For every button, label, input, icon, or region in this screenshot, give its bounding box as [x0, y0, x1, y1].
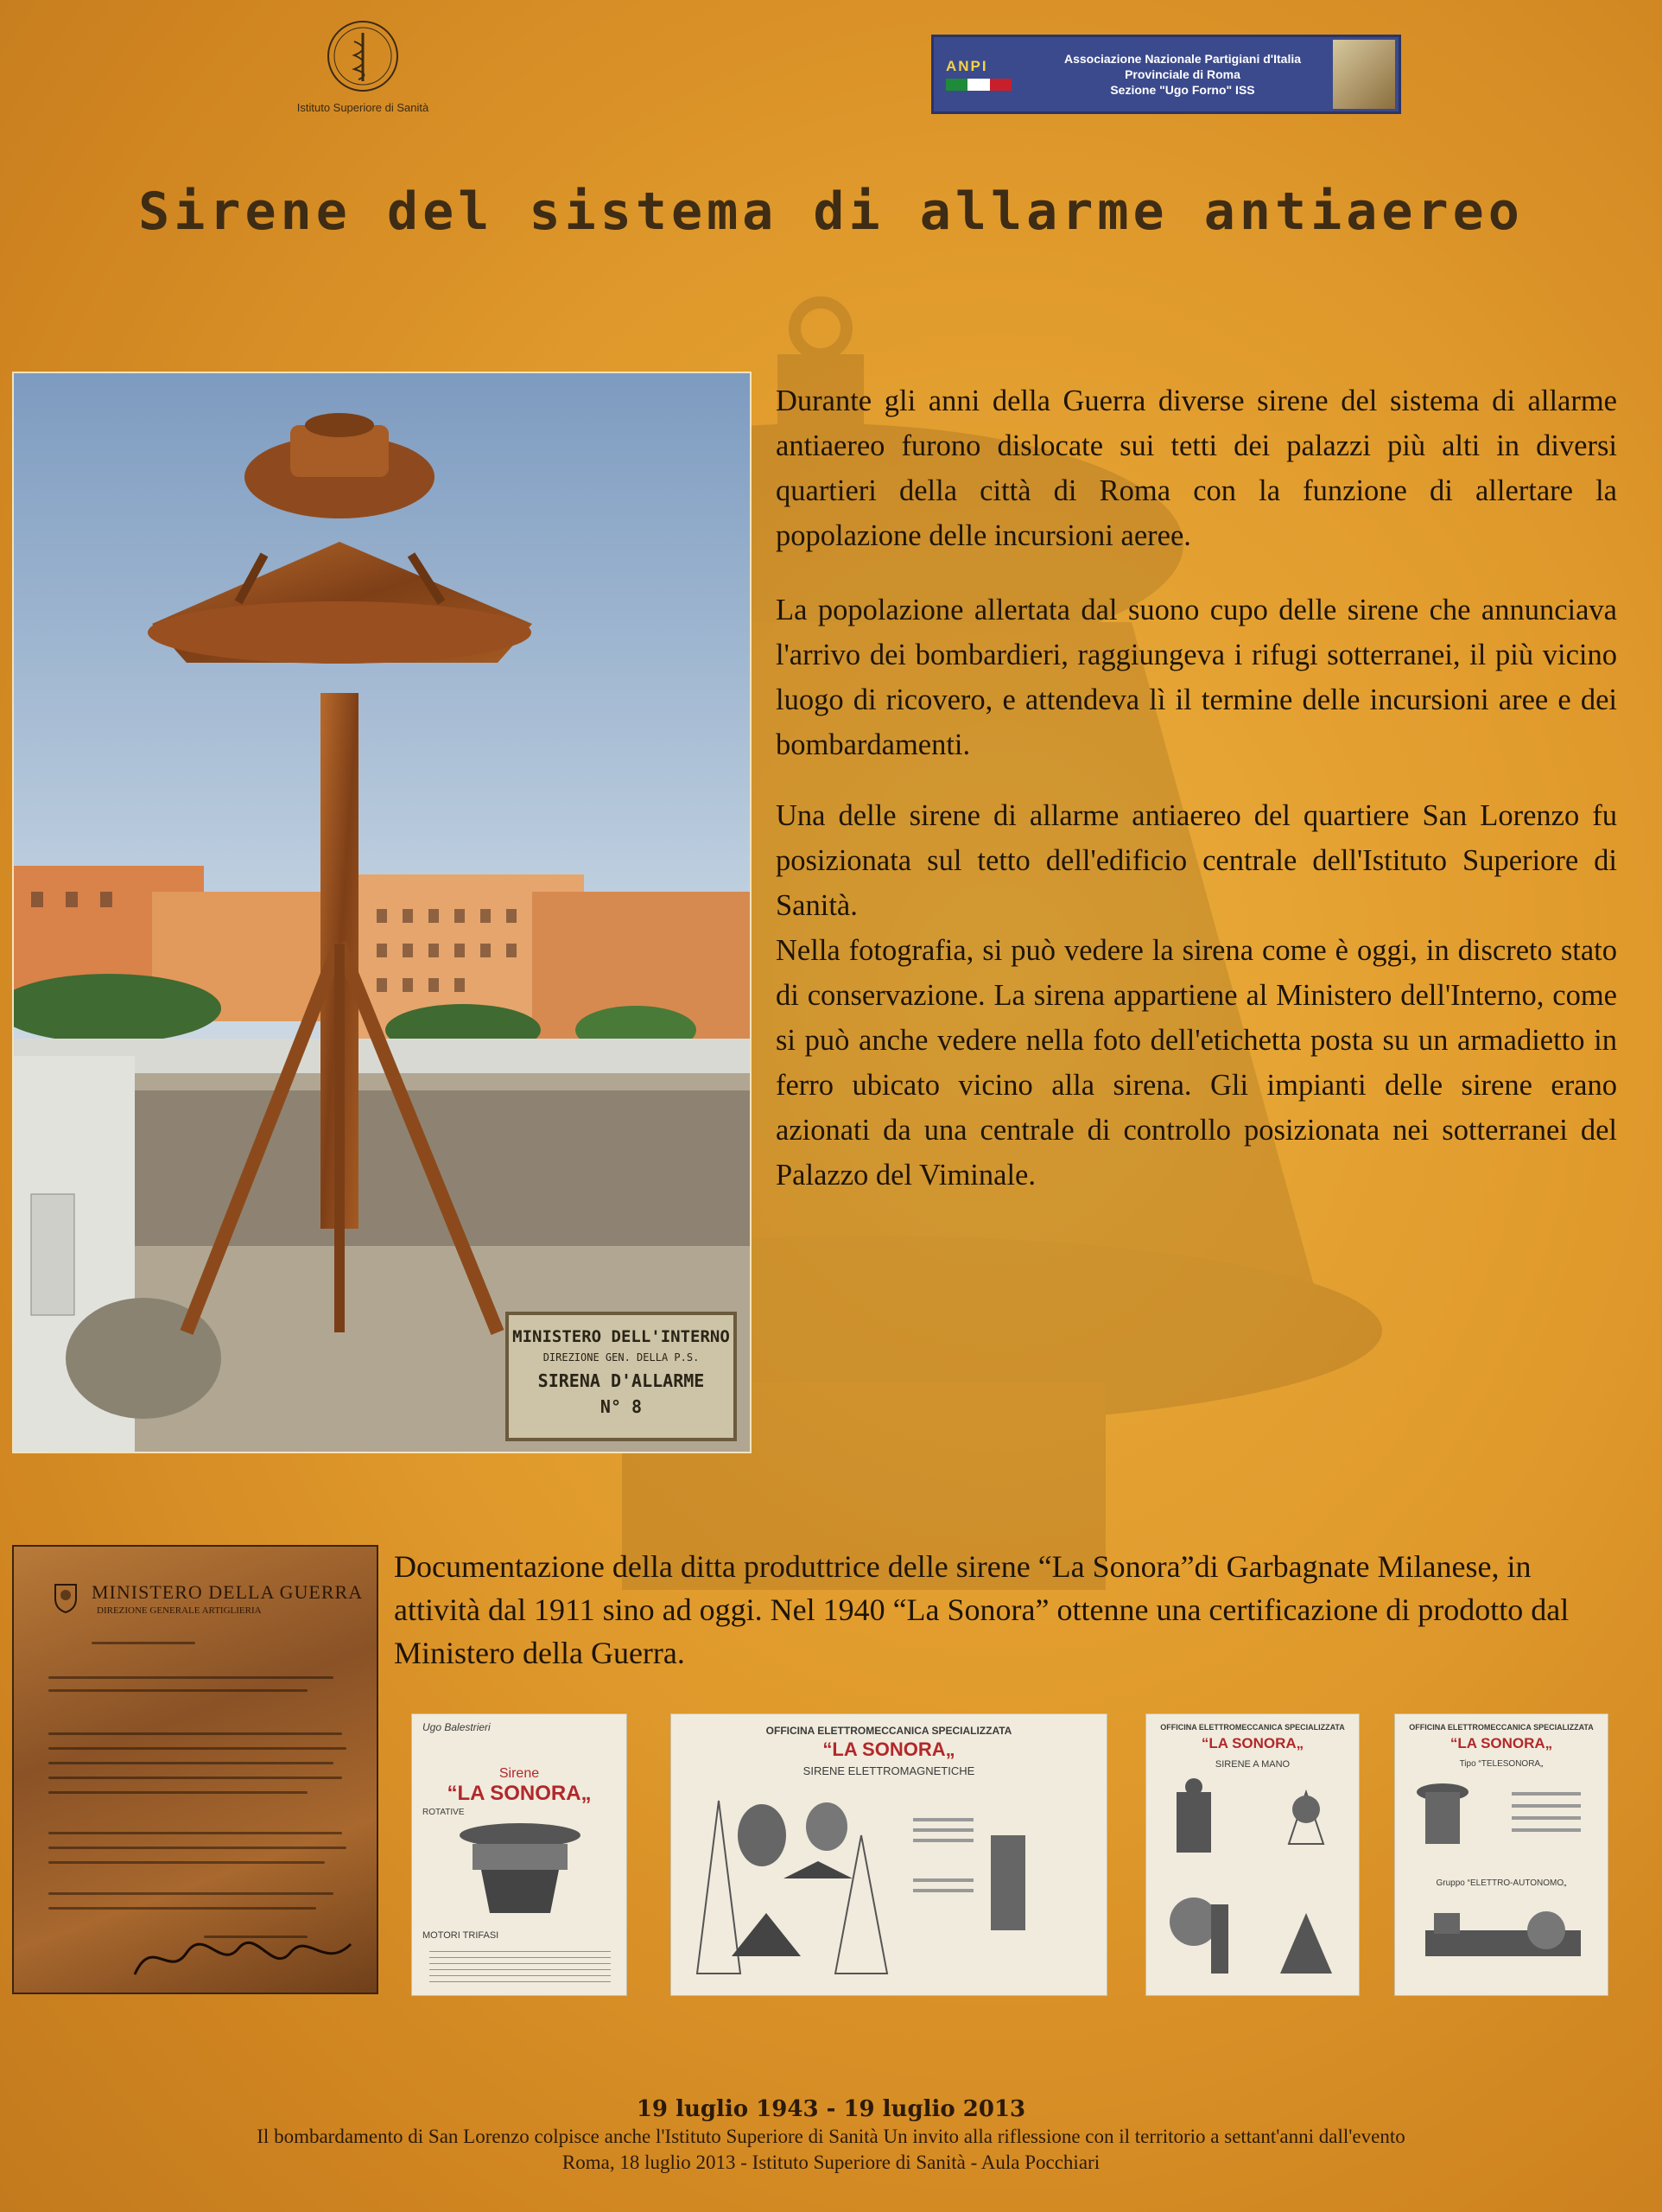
certificate-text-line — [48, 1791, 308, 1794]
certificate-text-line — [48, 1892, 333, 1895]
brochure-1-foot: MOTORI TRIFASI — [422, 1930, 499, 1941]
footer-line3: Roma, 18 luglio 2013 - Istituto Superiore di Sanità - Aula Pocchiari — [561, 2152, 1101, 2173]
certificate-text-line — [48, 1732, 342, 1735]
anpi-line3: Sezione "Ugo Forno" ISS — [1110, 83, 1255, 97]
anpi-line2: Provinciale di Roma — [1125, 67, 1240, 81]
brochure-2-label: SIRENE ELETTROMAGNETICHE — [802, 1764, 975, 1777]
plaque-line3: SIRENA D'ALLARME — [537, 1370, 705, 1391]
brochure-1-sub: ROTATIVE — [422, 1808, 465, 1817]
electro-autonomous-group-icon — [1408, 1896, 1598, 1982]
plaque-line4: N° 8 — [599, 1396, 643, 1417]
certificate-text-line — [92, 1642, 195, 1644]
iss-logo — [259, 17, 466, 125]
description-text — [776, 378, 1617, 1198]
certificate-text-line — [48, 1689, 308, 1692]
anpi-photo — [1333, 40, 1395, 109]
brochure-thumbnail-3 — [1145, 1713, 1360, 1996]
siren-photo — [12, 372, 752, 1453]
certificate-text-line — [48, 1762, 333, 1764]
footer-line2: Il bombardamento di San Lorenzo colpisce anche l'Istituto Superiore di Sanità Un invito alla riflessione con il territorio a settant'anni dall'evento — [257, 2126, 1405, 2147]
brochure-1-brand: “LA SONORA„ — [447, 1782, 592, 1805]
brochure-thumbnail-1 — [411, 1713, 627, 1996]
anpi-banner — [931, 35, 1401, 114]
brochure-thumbnail-4 — [1394, 1713, 1608, 1996]
certificate-text-line — [48, 1747, 346, 1750]
footer-dates: 19 luglio 1943 - 19 luglio 2013 — [636, 2096, 1026, 2122]
anpi-text — [1032, 51, 1333, 98]
footer — [0, 2094, 1662, 2176]
certificate-text-line — [48, 1847, 346, 1849]
certificate-text-line — [48, 1907, 316, 1910]
certificate-text-line — [48, 1832, 342, 1834]
page-title: Sirene del sistema di allarme antiaereo — [138, 181, 1524, 242]
anpi-flag — [946, 58, 1032, 91]
anpi-short: ANPI — [946, 58, 988, 74]
certificate-text-line — [48, 1861, 325, 1864]
brochure-3-brand: “LA SONORA„ — [1201, 1735, 1304, 1751]
brochure-4-label: Tipo “TELESONORA„ — [1459, 1759, 1544, 1769]
siren-plaque — [505, 1312, 737, 1441]
brochure-3-top: OFFICINA ELETTROMECCANICA SPECIALIZZATA — [1160, 1723, 1345, 1732]
paragraph-1: Durante gli anni della Guerra diverse sirene del sistema di allarme antiaereo furono dislocate sui tetti dei palazzi più alti in diversi quartieri della città di Roma con la funzione di allertare la popolazione delle incursioni aeree. — [776, 385, 1617, 552]
siren-photo-image — [14, 373, 750, 1452]
telesonora-siren-icon — [1408, 1775, 1598, 1870]
signature-icon — [126, 1927, 359, 1987]
italian-flag-icon — [946, 79, 1012, 91]
war-ministry-certificate — [12, 1545, 378, 1994]
spec-table — [429, 1946, 611, 1987]
certificate-text-line — [48, 1676, 333, 1679]
certificate-text-line — [48, 1777, 342, 1779]
electromagnetic-sirens-icon — [680, 1783, 1100, 1982]
certificate-header: MINISTERO DELLA GUERRA — [92, 1581, 364, 1603]
brochure-1-label: Sirene — [498, 1766, 540, 1781]
brochure-2-top: OFFICINA ELETTROMECCANICA SPECIALIZZATA — [765, 1725, 1012, 1737]
paragraph-3: Una delle sirene di allarme antiaereo del quartiere San Lorenzo fu posizionata sul tetto dell'edificio centrale dell'Istituto Superiore di Sanità. — [776, 799, 1617, 922]
crest-icon — [48, 1580, 83, 1614]
rotary-siren-icon — [447, 1818, 593, 1922]
brochure-2-brand: “LA SONORA„ — [822, 1738, 955, 1760]
iss-emblem-icon — [324, 17, 402, 99]
certificate-subheader: DIREZIONE GENERALE ARTIGLIERIA — [97, 1605, 262, 1616]
brochure-1-top: Ugo Balestrieri — [422, 1721, 491, 1733]
anpi-line1: Associazione Nazionale Partigiani d'Italia — [1063, 52, 1302, 66]
paragraph-4: Nella fotografia, si può vedere la sirena come è oggi, in discreto stato di conservazione. La sirena appartiene al Ministero dell'Interno, come si può anche vedere nella foto dell'etichetta posta su un armadietto in ferro ubicato vicino alla sirena. Gli impianti delle sirene erano azionati da una centrale di controllo posizionata nei sotterranei del Palazzo del Viminale. — [776, 934, 1617, 1192]
plaque-line1: MINISTERO DELL'INTERNO — [512, 1327, 730, 1346]
brochure-4-sub: Gruppo “ELETTRO-AUTONOMO„ — [1436, 1878, 1567, 1888]
hand-sirens-icon — [1159, 1775, 1349, 1991]
plaque-line2: DIREZIONE GEN. DELLA P.S. — [542, 1351, 700, 1363]
iss-logo-caption: Istituto Superiore di Sanità — [296, 101, 429, 114]
documentation-text: Documentazione della ditta produttrice delle sirene “La Sonora”di Garbagnate Milanese, in attività dal 1911 sino ad oggi. Nel 1940 “La Sonora” ottenne una certificazione di prodotto dal Ministero della Guerra. — [394, 1549, 1570, 1670]
brochure-thumbnail-2 — [670, 1713, 1107, 1996]
brochure-3-label: SIRENE A MANO — [1215, 1759, 1291, 1770]
brochure-4-brand: “LA SONORA„ — [1449, 1735, 1553, 1751]
paragraph-2: La popolazione allertata dal suono cupo delle sirene che annunciava l'arrivo dei bombardieri, raggiungeva i rifugi sotterranei, il più vicino luogo di ricovero, e attendeva lì il termine delle incursioni aree e dei bombardamenti. — [776, 594, 1617, 761]
brochure-4-top: OFFICINA ELETTROMECCANICA SPECIALIZZATA — [1409, 1723, 1594, 1732]
